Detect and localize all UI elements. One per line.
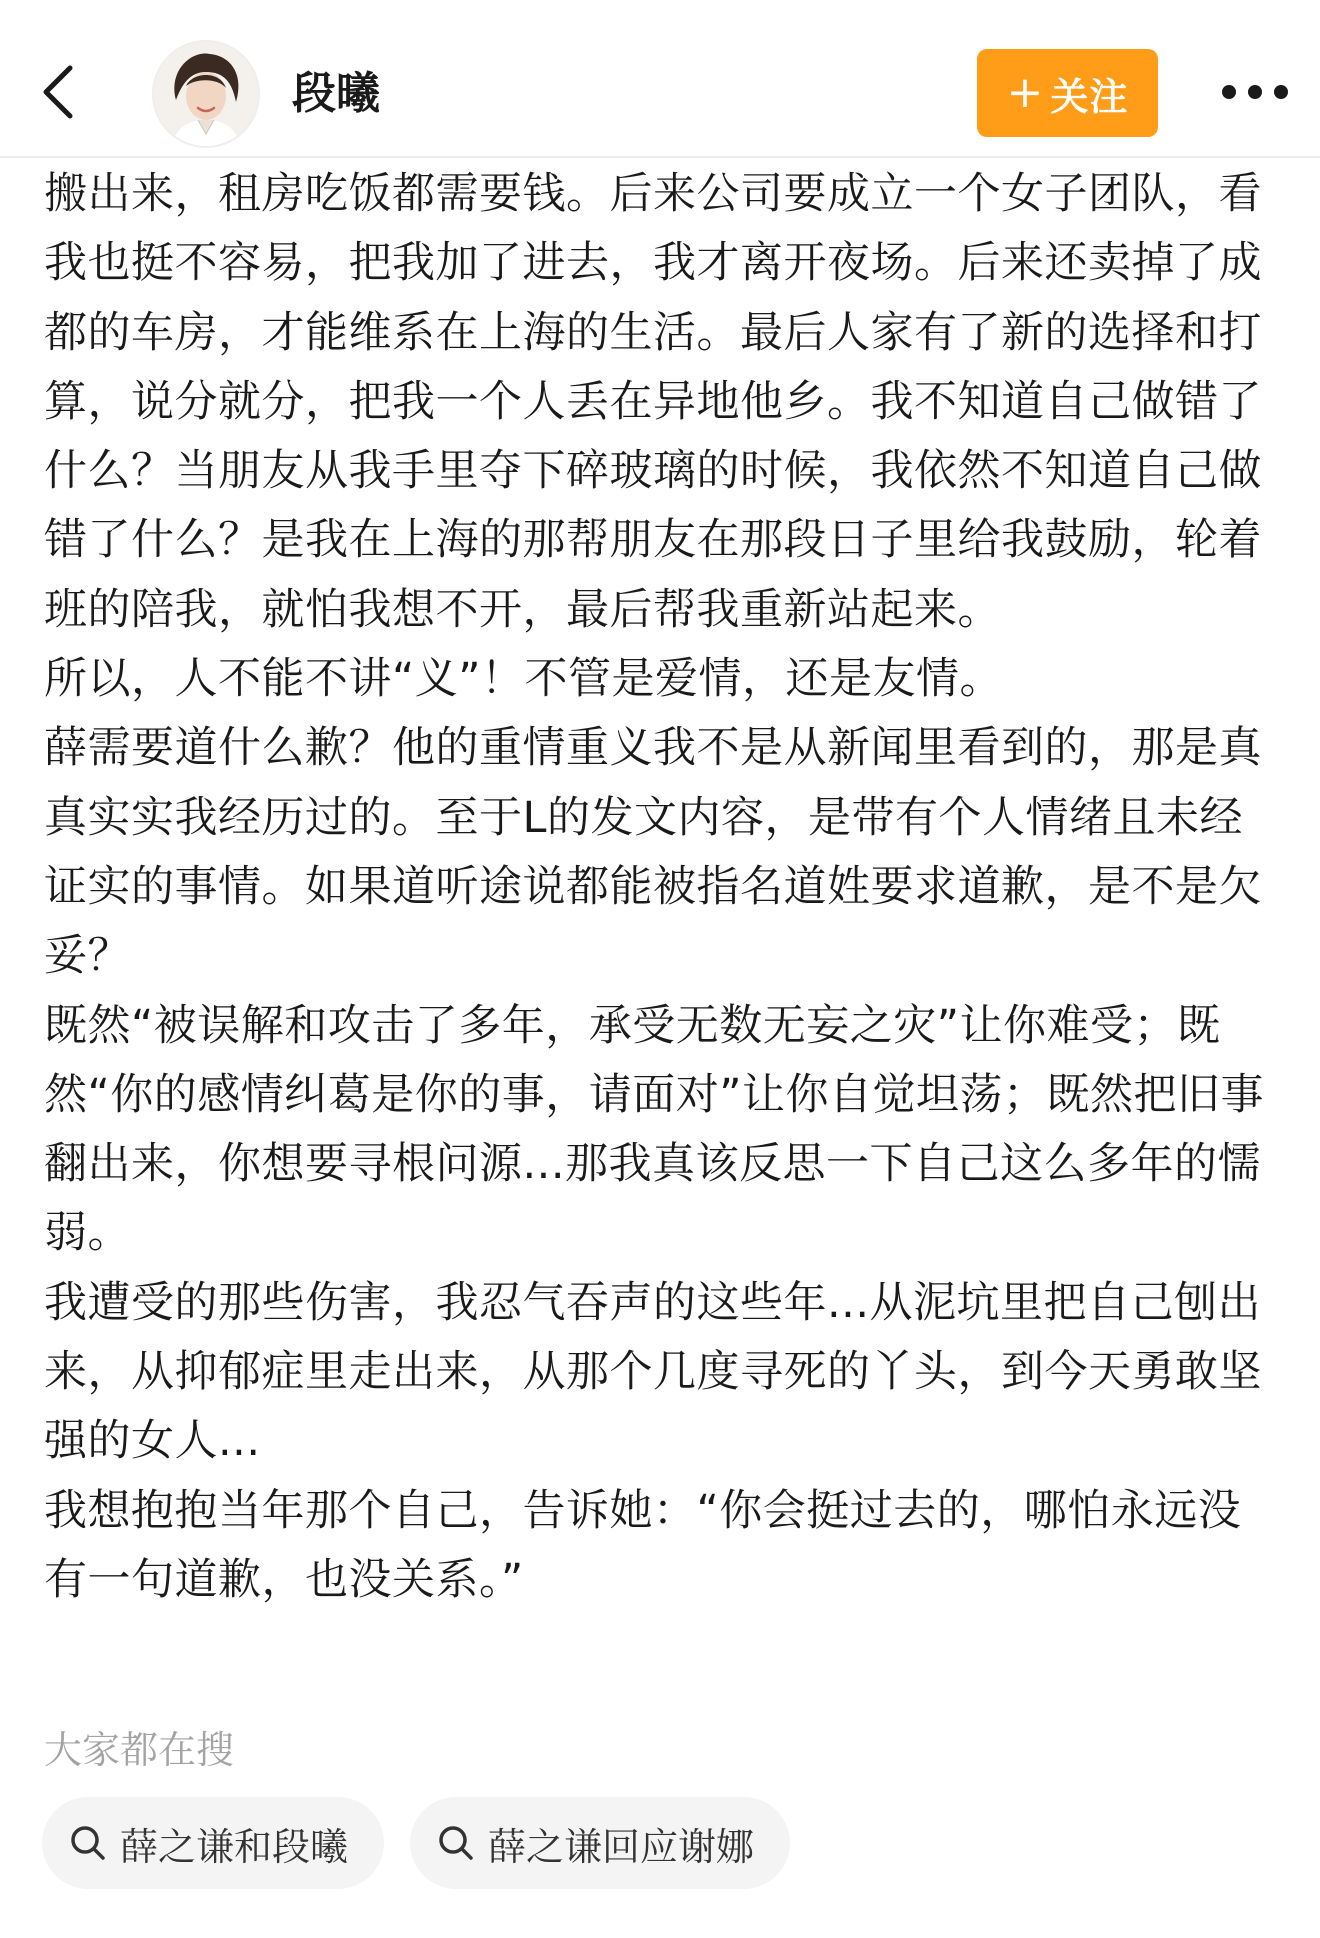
plus-icon: + <box>1006 67 1045 118</box>
more-dot <box>1248 85 1262 99</box>
search-icon <box>66 1821 110 1865</box>
search-chip[interactable] <box>410 1797 790 1889</box>
paragraph: 所以，人不能不讲“义”！不管是爱情，还是友情。 <box>44 654 1004 705</box>
paragraph: 既然“被误解和攻击了多年，承受无数无妄之灾”让你难受；既然“你的感情纠葛是你的事，请面对”让你自觉坦荡；既然把旧事翻出来，你想要寻根问源...那我真该反思一下自己这么多年的懦弱。 <box>44 1000 1265 1259</box>
paragraph: 我遭受的那些伤害，我忍气吞声的这些年...从泥坑里把自己刨出来，从抑郁症里走出来，从那个几度寻死的丫头，到今天勇敢坚强的女人... <box>44 1277 1262 1467</box>
search-chip[interactable] <box>42 1797 384 1889</box>
top-nav-bar <box>0 0 1320 158</box>
follow-label: 关注 <box>1050 74 1129 119</box>
trending-search-list <box>42 1797 790 1889</box>
search-icon <box>434 1821 478 1865</box>
more-dot <box>1274 85 1288 99</box>
more-button[interactable] <box>1205 70 1305 114</box>
trending-search-title: 大家都在搜 <box>44 1728 235 1772</box>
follow-button[interactable] <box>977 49 1158 137</box>
user-name[interactable]: 段曦 <box>292 68 380 119</box>
paragraph: 我想抱抱当年那个自己，告诉她：“你会挺过去的，哪怕永远没有一句道歉，也没关系。” <box>44 1485 1242 1605</box>
search-chip-label: 薛之谦回应谢娜 <box>488 1824 755 1869</box>
search-chip-label: 薛之谦和段曦 <box>120 1824 349 1869</box>
paragraph: 搬出来，租房吃饭都需要钱。后来公司要成立一个女子团队，看我也挺不容易，把我加了进去，我才离开夜场。后来还卖掉了成都的车房，才能维系在上海的生活。最后人家有了新的选择和打算，说分就分，把我一个人丢在异地他乡。我不知道自己做错了什么？当朋友从我手里夺下碎玻璃的时候，我依然不知道自己做错了什么？是我在上海的那帮朋友在那段日子里给我鼓励，轮着班的陪我，就怕我想不开，最后帮我重新站起来。 <box>44 169 1262 635</box>
paragraph: 薛需要道什么歉？他的重情重义我不是从新闻里看到的，那是真真实实我经历过的。至于L的发文内容，是带有个人情绪且未经证实的事情。如果道听途说都能被指名道姓要求道歉，是不是欠妥？ <box>44 723 1262 982</box>
post-body <box>44 160 1284 1615</box>
avatar[interactable] <box>152 40 260 148</box>
back-arrow-icon <box>38 62 78 122</box>
more-dots-icon <box>1222 85 1236 99</box>
back-button[interactable] <box>28 52 88 132</box>
